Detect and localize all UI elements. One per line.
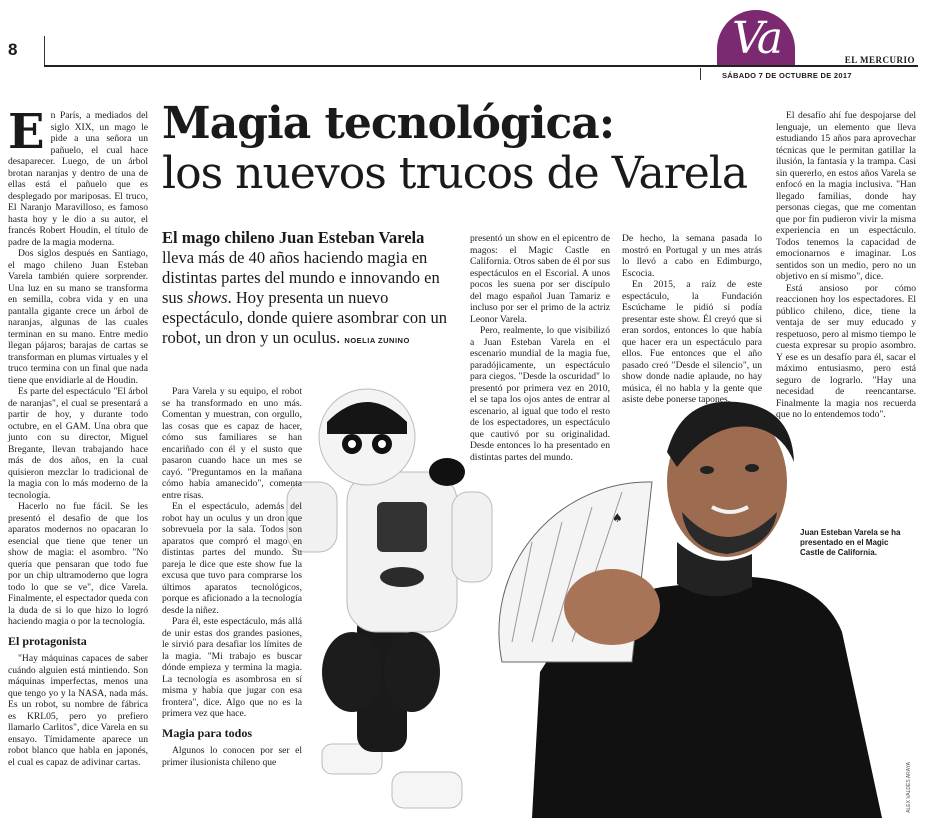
paragraph: Para Varela y su equipo, el robot se ha transformado en uno más. Comentan y muestran, con orgullo, las cosas que es capaz de hacer, cómo sus familiares se han encariñado con él y el susto que pasaron cuando hace un mes se cayó. "Preguntamos en la mañana cómo había amanecido", comenta entre risas. <box>162 386 302 501</box>
paragraph: n París, a mediados del siglo XIX, un mago le pide a una señora un pañuelo, el cual hace desaparecer. Luego, de un árbol brotan naranjas y dentro de una de ellas está el pañuelo que es desplegado por mariposas. El truco, El Naranjo Maravilloso, es famoso hasta hoy y le dio a su autor, el francés Robert Houdin, el título de padre de la magia moderna. <box>8 110 148 248</box>
paragraph: Hacerlo no fue fácil. Se les presentó el desafío de que los aparatos modernos no opacaran lo esencial que tiene que tener un show de magia: el asombro. "No quería que pensaran que todo fue por un chip ultramoderno que logra todo lo que se ve", dice Varela. Finalmente, el espectador queda con la duda de si lo que hizo lo logró haciendo magia o por la tecnología. <box>8 501 148 627</box>
paragraph: "Hay máquinas capaces de saber cuándo alguien está mintiendo. Son máquinas imperfectas, menos una que tengo yo y la NASA, nada más. Es un robot, su nombre de fábrica es KRL05, pero yo prefiero llamarlo Carlitos", dice Varela en su ensayo. Tímidamente aparece un robot blanco que habla en japonés, el cual es capaz de adivinar cartas. <box>8 653 148 768</box>
paragraph: Está ansioso por cómo reaccionen hoy los espectadores. El público chileno, dice, tiene la ventaja de ser muy educado y respetuoso, pero al mismo tiempo le cuesta expresar su propio asombro. Y ese es un desafío para él, sacar el máximo entusiasmo, pero está seguro de lograrlo. "Hay una necesidad de reencantarse. Finalmente la magia nos recuerda que no lo entendemos todo". <box>776 282 916 420</box>
newspaper-name: EL MERCURIO <box>844 55 915 65</box>
article-deck <box>162 228 460 351</box>
headline-line-1: Magia tecnológica: <box>162 98 615 149</box>
subheading: Magia para todos <box>162 725 252 740</box>
header-divider <box>44 36 45 66</box>
deck-text: lleva más de 40 años haciendo magia en distintas partes del mundo e innovando en sus <box>162 248 440 307</box>
deck-text-2: . Hoy presenta un nuevo espectáculo, donde quiere asombrar con un robot, un dron y un oculus. <box>162 288 447 347</box>
deck-em: shows <box>187 288 228 307</box>
issue-date: SÁBADO 7 DE OCTUBRE DE 2017 <box>722 71 852 80</box>
column-3 <box>470 233 610 463</box>
headline-line-2: los nuevos trucos de Varela <box>162 148 748 199</box>
date-divider <box>700 68 701 80</box>
photo-caption: Juan Esteban Varela se ha presentado en el Magic Castle de California. <box>800 528 901 557</box>
column-1 <box>8 104 148 768</box>
section-logo: Va <box>717 10 795 65</box>
paragraph: Es parte del espectáculo "El árbol de naranjas", el cual se presentará a partir de hoy, y durante todo octubre, en el GAM. Una obra que junto con su director, Miguel Bregante, llevan trabajando hace más de dos años, en la cual quisieron mezclar lo tradicional de la magia con lo más moderno de la tecnología. <box>8 386 148 501</box>
byline: NOELIA ZUNINO <box>344 336 410 345</box>
subheading: El protagonista <box>8 633 87 648</box>
paragraph: Pero, realmente, lo que visibilizó a Juan Esteban Varela en el escenario mundial de la magia fue, paradójicamente, un espectáculo para ciegos. "Desde la oscuridad" lo presentó por primera vez en 2010, el se tapa los ojos antes de entrar al escenario, al igual que todo el resto de los espectadores, un espectáculo que cautivó por su originalidad. Desde entonces lo ha presentado en distintas partes del mundo. <box>470 325 610 463</box>
page-number: 8 <box>8 40 18 59</box>
photo-credit: ALEX VALDÉS ARAYA <box>906 762 912 813</box>
column-4 <box>622 233 762 406</box>
paragraph: Dos siglos después en Santiago, el mago chileno Juan Esteban Varela también quiere sorprender. Una luz en su mano se transforma en semilla, cobra vida y en una pantalla gigante crece un árbol de naranjas, algunas de las cuales terminan en su mano. Entre medio llegan pájaros; barajas de cartas se transforman en plumas virtuales y el truco termina con un final que nada tiene que envidiarle al de Houdin. <box>8 248 148 386</box>
deck-lead: El mago chileno Juan Esteban Varela <box>162 228 425 247</box>
column-5 <box>776 110 916 421</box>
header-rule <box>44 65 918 67</box>
paragraph: De hecho, la semana pasada lo mostró en Portugal y un mes atrás lo llevó a cabo en Edimburgo, Escocia. <box>622 233 762 279</box>
paragraph: En 2015, a raíz de este espectáculo, la Fundación Escúchame le pidió si podía presentar este show. Él creyó que si eran sordos, entonces lo que había que hacer era un espectáculo para ellos. Fue entonces que el año pasado creó "Desde el silencio", un show donde nadie aplaude, no hay música, él no habla y la gente que asiste debe ponerse tapones. <box>622 279 762 405</box>
svg-text:♠: ♠ <box>612 511 623 525</box>
page-header <box>0 0 925 80</box>
column-2 <box>162 386 302 768</box>
paragraph: Para él, este espectáculo, más allá de unir estas dos grandes pasiones, le sirvió para desafiar los límites de la magia. "Mi trabajo es buscar dónde empieza y termina la magia. La tecnología es asombrosa en sí misma y había que jugar con esa frontera", dice. Algo que no es la primera vez que hace. <box>162 616 302 719</box>
headline <box>162 100 762 200</box>
paragraph: El desafío ahí fue despojarse del lenguaje, un elemento que lleva estudiando 15 años para aprovechar técnicas que le permitan gatillar la ilusión, la fantasía y la trampa. Casi sin quererlo, en estos años Varela se enfocó en la magia inclusiva. "Han llegado familias, donde hay personas ciegas, que me comentan que por fin pudieron vivir la misma experiencia en un espectáculo. Todos tenemos la capacidad de emocionarnos e imaginar. Los sentidos son un medio, pero no un objetivo en sí mismo", dice. <box>776 110 916 282</box>
paragraph: presentó un show en el epicentro de magos: el Magic Castle en California. Otros saben de él por sus espectáculos en el Escorial. A unos pocos les suena por ser discípulo del mago español Juan Tamariz e incluso por ser el primo de la actriz Leonor Varela. <box>470 233 610 325</box>
paragraph: Algunos lo conocen por ser el primer ilusionista chileno que <box>162 745 302 768</box>
drop-cap: E <box>8 104 45 160</box>
paragraph: En el espectáculo, además del robot hay un oculus y un dron que sobrevuela por la sala. Todos son aparatos que compró el mago en distintas partes del mundo. Su pareja le dice que este show fue la excusa que tuvo para comprarse los últimos aparatos tecnológicos, porque es aficionado a la tecnología desde la niñez. <box>162 501 302 616</box>
